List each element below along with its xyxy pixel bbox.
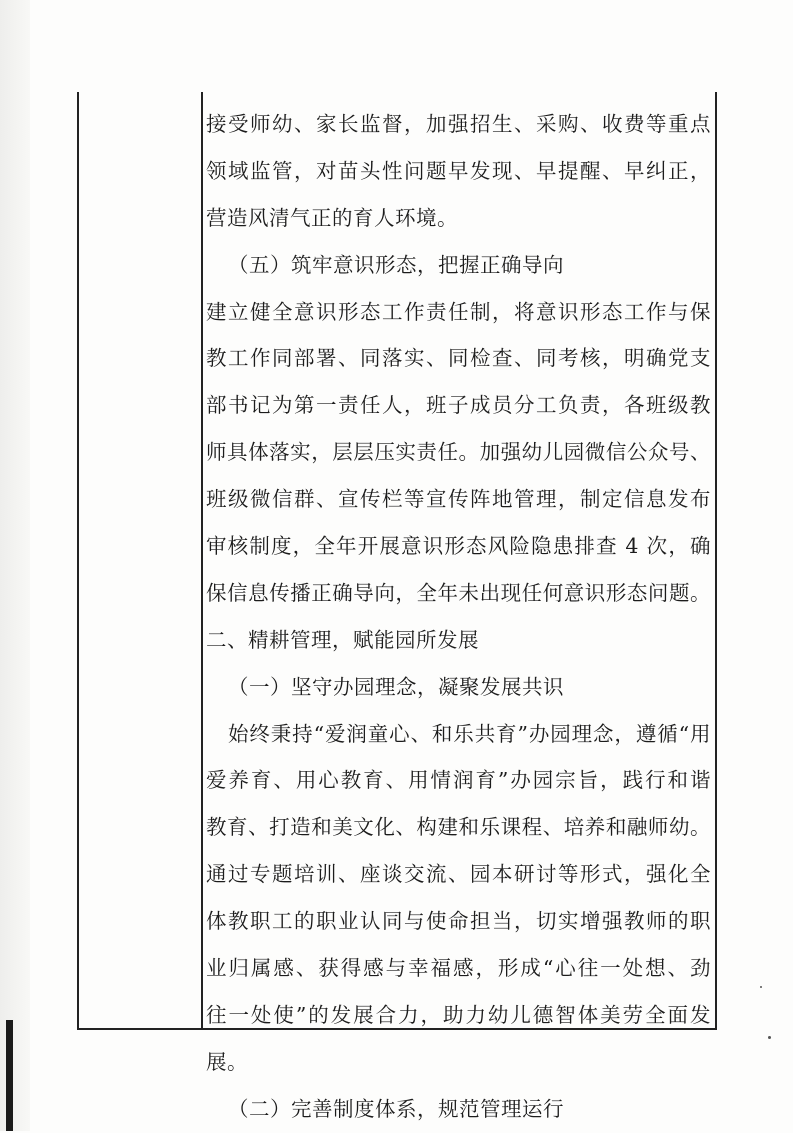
text-line-20: 往一处使”的发展合力，助力幼儿德智体美劳全面发 xyxy=(206,1002,711,1027)
section-heading-5: （五）筑牢意识形态，把握正确导向 xyxy=(228,252,564,277)
text-line-21: 展。 xyxy=(206,1049,248,1074)
section-heading-1: （一）坚守办园理念，凝聚发展共识 xyxy=(228,674,564,699)
section-heading-2: （二）完善制度体系，规范管理运行 xyxy=(228,1096,564,1121)
text-line-18: 体教职工的职业认同与使命担当，切实增强教师的职 xyxy=(206,909,711,934)
text-line-10: 审核制度，全年开展意识形态风险隐患排查 4 次，确 xyxy=(206,534,711,559)
scan-speck xyxy=(760,986,762,988)
text-line-8: 师具体落实，层层压实责任。加强幼儿园微信公众号、 xyxy=(206,440,711,465)
scan-speck xyxy=(768,1036,771,1039)
scan-binding-mark xyxy=(6,1020,13,1131)
text-line-11: 保信息传播正确导向，全年未出现任何意识形态问题。 xyxy=(206,580,711,605)
text-line-14: 始终秉持“爱润童心、和乐共育”办园理念，遵循“用 xyxy=(228,721,711,746)
text-line-2: 领域监管，对苗头性问题早发现、早提醒、早纠正， xyxy=(206,158,711,183)
text-line-3: 营造风清气正的育人环境。 xyxy=(206,205,458,230)
text-line-16: 教育、打造和美文化、构建和乐课程、培养和融师幼。 xyxy=(206,815,711,840)
table-column-divider xyxy=(201,92,203,1030)
text-line-17: 通过专题培训、座谈交流、园本研讨等形式，强化全 xyxy=(206,862,711,887)
text-line-6: 教工作同部署、同落实、同检查、同考核，明确党支 xyxy=(206,346,711,371)
text-line-9: 班级微信群、宣传栏等宣传阵地管理，制定信息发布 xyxy=(206,487,711,512)
text-line-1: 接受师幼、家长监督，加强招生、采购、收费等重点 xyxy=(206,112,711,136)
text-line-7: 部书记为第一责任人，班子成员分工负责，各班级教 xyxy=(206,393,711,418)
text-line-19: 业归属感、获得感与幸福感，形成“心往一处想、劲 xyxy=(206,956,711,981)
chapter-heading-2: 二、精耕管理，赋能园所发展 xyxy=(206,627,479,652)
text-line-5: 建立健全意识形态工作责任制，将意识形态工作与保 xyxy=(206,299,711,324)
document-body xyxy=(206,101,711,1133)
text-line-15: 爱养育、用心教育、用情润育”办园宗旨，践行和谐 xyxy=(206,768,711,793)
scan-left-edge xyxy=(0,0,30,1131)
